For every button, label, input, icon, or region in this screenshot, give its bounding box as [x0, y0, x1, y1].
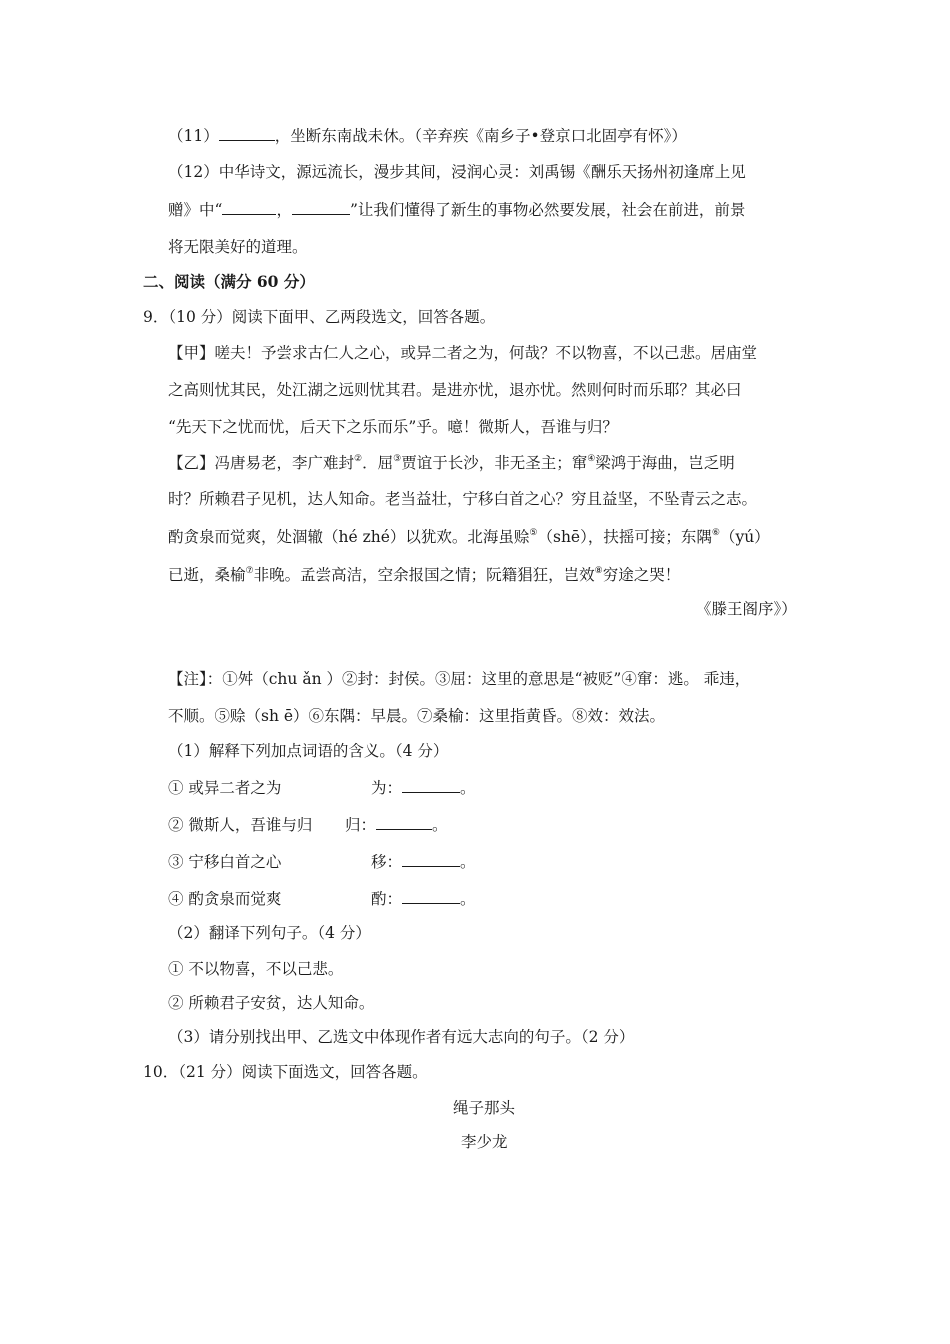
answer-blank[interactable]: [222, 200, 276, 215]
q8-item-11: [168, 126, 687, 146]
sub1-item: [168, 852, 281, 872]
sub1-item: [168, 815, 312, 835]
footnote-mark: ⑤: [529, 528, 538, 538]
jia-line-1: 【甲】嗟夫！予尝求古仁人之心，或异二者之为，何哉？不以物喜，不以己悲。居庙堂: [168, 344, 758, 362]
answer-blank[interactable]: [402, 852, 460, 867]
footnote-mark: ③: [393, 454, 402, 464]
answer-blank[interactable]: [402, 778, 460, 793]
item-key: 酌：: [371, 890, 403, 908]
article-author: 李少龙: [461, 1133, 508, 1151]
item-phrase: ② 微斯人，吾谁与归: [168, 816, 313, 834]
sub1-item: [168, 889, 281, 909]
yi-source: 《滕王阁序》）: [696, 600, 797, 618]
sub1-item: [168, 778, 281, 798]
sub1-item-answer: [371, 852, 476, 872]
yi-line-3: [168, 527, 770, 547]
jia-line-2: 之高则忧其民，处江湖之远则忧其君。是进亦忧，退亦忧。然则何时而乐耶？其必曰: [168, 381, 742, 399]
yi-text: 贾谊于长沙，非无圣主；窜: [401, 454, 588, 472]
item-phrase: ① 或异二者之为: [168, 779, 282, 797]
sub1-title: （1）解释下列加点词语的含义。（4 分）: [168, 742, 449, 760]
yi-line-4: [168, 565, 680, 585]
sub1-item-answer: [371, 889, 476, 909]
item-phrase: ③ 宁移白首之心: [168, 853, 282, 871]
item-end: 。: [460, 853, 476, 871]
yi-line-1: [168, 453, 735, 473]
yi-text: ．屈: [362, 454, 394, 472]
sub3-title: （3）请分别找出甲、乙选文中体现作者有远大志向的句子。（2 分）: [168, 1028, 635, 1046]
item-text: 赠》中“: [168, 201, 223, 219]
item-key: 为：: [371, 779, 403, 797]
yi-line-2: 时？所赖君子见机，达人知命。老当益壮，宁移白首之心？穷且益坚，不坠青云之志。: [168, 490, 758, 508]
yi-text: 【乙】冯唐易老，李广难封: [168, 454, 355, 472]
item-phrase: ④ 酌贪泉而觉爽: [168, 890, 282, 908]
note-line-2: 不顺。⑤赊（sh ē）⑥东隅：早晨。⑦桑榆：这里指黄昏。⑧效：效法。: [168, 707, 666, 725]
item-end: 。: [460, 779, 476, 797]
footnote-mark: ②: [354, 454, 363, 464]
item-key: 归：: [345, 816, 377, 834]
yi-text: 酌贪泉而觉爽，处涸辙（hé zhé）以犹欢。北海虽赊: [168, 528, 530, 546]
article-title: 绳子那头: [453, 1099, 516, 1117]
section-title: 二、阅读（满分 60 分）: [143, 272, 315, 291]
footnote-mark: ⑧: [594, 566, 603, 576]
item-end: 。: [460, 890, 476, 908]
item-key: 移：: [371, 853, 403, 871]
item-text: ，坐断东南战未休。（辛弃疾《南乡子•登京口北固亭有怀》）: [274, 127, 687, 145]
yi-text: 非晚。孟尝高洁，空余报国之情；阮籍猖狂，岂效: [253, 566, 595, 584]
item-text: ，: [276, 201, 292, 219]
sub1-item-answer: [345, 815, 448, 835]
q9-stem: 9．（10 分）阅读下面甲、乙两段选文，回答各题。: [143, 308, 496, 326]
q8-item-12-line1: （12）中华诗文，源远流长，漫步其间，浸润心灵：刘禹锡《酬乐天扬州初逢席上见: [168, 163, 746, 181]
answer-blank[interactable]: [376, 815, 432, 830]
jia-line-3: “先天下之忧而忧，后天下之乐而乐”乎。噫！微斯人，吾谁与归？: [168, 418, 618, 436]
footnote-mark: ⑥: [711, 528, 720, 538]
sub1-item-answer: [371, 778, 476, 798]
yi-text: 梁鸿于海曲，岂乏明: [595, 454, 735, 472]
item-number: （11）: [168, 127, 219, 145]
yi-text: （yú）: [719, 528, 770, 546]
answer-blank[interactable]: [402, 889, 460, 904]
sub2-item: ② 所赖君子安贫，达人知命。: [168, 994, 375, 1012]
q8-item-12-line3: 将无限美好的道理。: [168, 238, 308, 256]
sub2-title: （2）翻译下列句子。（4 分）: [168, 924, 371, 942]
item-text: ”让我们懂得了新生的事物必然要发展，社会在前进，前景: [349, 201, 746, 219]
answer-blank[interactable]: [292, 200, 350, 215]
note-line-1: 【注】：①舛（chu ǎn ）②封：封侯。③屈：这里的意思是“被贬”④窜：逃。 乖违，: [168, 670, 751, 688]
footnote-mark: ④: [587, 454, 596, 464]
sub2-item: ① 不以物喜，不以己悲。: [168, 960, 344, 978]
yi-text: （shē），扶摇可接；东隅: [537, 528, 712, 546]
q8-item-12-line2: [168, 200, 745, 220]
yi-text: 已逝，桑榆: [168, 566, 246, 584]
footnote-mark: ⑦: [245, 566, 254, 576]
answer-blank[interactable]: [219, 126, 275, 141]
item-end: 。: [432, 816, 448, 834]
q10-stem: 10．（21 分）阅读下面选文，回答各题。: [143, 1063, 428, 1081]
yi-text: 穷途之哭！: [602, 566, 681, 584]
